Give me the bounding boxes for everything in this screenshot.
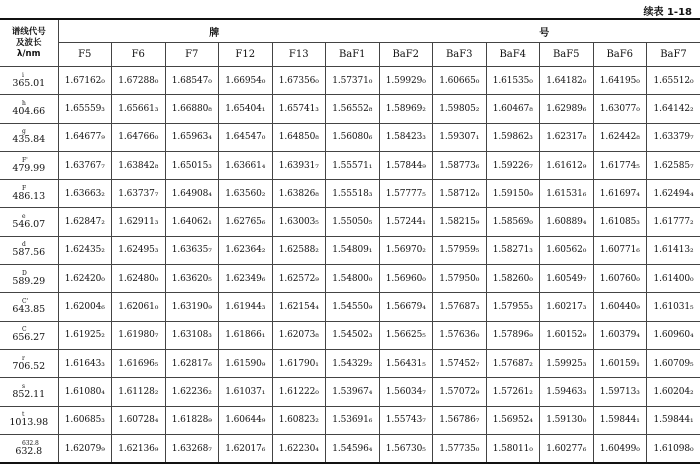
table-caption: 续表 1-18 — [643, 7, 692, 18]
wavelength-value: 589.29 — [12, 275, 46, 287]
spectral-line-symbol: g — [22, 128, 26, 136]
index-cell: 1.62236₂ — [165, 378, 219, 406]
index-cell: 1.60379₄ — [593, 321, 647, 349]
index-cell: 1.64195₀ — [593, 67, 647, 95]
index-cell: 1.57896₉ — [486, 321, 540, 349]
index-cell: 1.59844₁ — [593, 406, 647, 434]
wavelength-cell — [0, 321, 58, 349]
glass-header-f13: F13 — [272, 43, 326, 67]
index-cell: 1.62817₆ — [165, 349, 219, 377]
index-cell: 1.56960₀ — [379, 265, 433, 293]
table-row — [0, 378, 700, 406]
index-cell: 1.61080₄ — [58, 378, 112, 406]
spectral-line-symbol: d — [22, 241, 26, 249]
grade-header-left: 牌 — [209, 27, 220, 39]
index-cell: 1.59805₂ — [433, 95, 487, 123]
wavelength-cell — [0, 67, 58, 95]
index-cell: 1.57959₅ — [433, 236, 487, 264]
wavelength-cell — [0, 434, 58, 463]
table-row — [0, 406, 700, 434]
wavelength-value: 435.84 — [12, 134, 46, 146]
index-cell: 1.66954₀ — [219, 67, 273, 95]
index-cell: 1.57735₀ — [433, 434, 487, 463]
index-cell: 1.62495₃ — [112, 236, 166, 264]
index-cell: 1.58423₃ — [379, 123, 433, 151]
index-cell: 1.57371₀ — [326, 67, 380, 95]
index-cell: 1.53967₄ — [326, 378, 380, 406]
index-cell: 1.56952₄ — [486, 406, 540, 434]
glass-header-baf2: BaF2 — [379, 43, 433, 67]
header-row-glass — [0, 43, 700, 67]
index-cell: 1.60159₁ — [593, 349, 647, 377]
index-cell: 1.62480₀ — [112, 265, 166, 293]
index-cell: 1.63003₅ — [272, 208, 326, 236]
index-cell: 1.62073₈ — [272, 321, 326, 349]
index-cell: 1.59307₁ — [433, 123, 487, 151]
wavelength-cell — [0, 208, 58, 236]
index-cell: 1.62588₂ — [272, 236, 326, 264]
index-cell: 1.62765₆ — [219, 208, 273, 236]
wavelength-cell — [0, 378, 58, 406]
index-cell: 1.63635₇ — [165, 236, 219, 264]
index-cell: 1.62585₇ — [647, 151, 700, 179]
index-cell: 1.63268₇ — [165, 434, 219, 463]
index-cell: 1.61098₀ — [647, 434, 700, 463]
wavelength-value: 587.56 — [12, 247, 46, 259]
index-cell: 1.65512₀ — [647, 67, 700, 95]
index-cell: 1.63077₀ — [593, 95, 647, 123]
index-cell: 1.58271₃ — [486, 236, 540, 264]
index-cell: 1.56679₄ — [379, 293, 433, 321]
index-cell: 1.62420₀ — [58, 265, 112, 293]
index-cell: 1.62989₆ — [540, 95, 594, 123]
index-cell: 1.56034₇ — [379, 378, 433, 406]
index-cell: 1.64850₈ — [272, 123, 326, 151]
wavelength-cell — [0, 95, 58, 123]
grade-header — [58, 19, 700, 43]
wavelength-value: 404.66 — [12, 105, 46, 117]
index-cell: 1.61037₁ — [219, 378, 273, 406]
index-cell: 1.61777₂ — [647, 208, 700, 236]
index-cell: 1.61790₁ — [272, 349, 326, 377]
index-cell: 1.64547₀ — [219, 123, 273, 151]
index-cell: 1.68547₀ — [165, 67, 219, 95]
index-cell: 1.54550₉ — [326, 293, 380, 321]
glass-header-baf7: BaF7 — [647, 43, 700, 67]
index-cell: 1.57244₁ — [379, 208, 433, 236]
index-cell: 1.64182₀ — [540, 67, 594, 95]
index-cell: 1.59463₃ — [540, 378, 594, 406]
spectral-line-symbol: D — [22, 269, 27, 277]
index-cell: 1.62136₉ — [112, 434, 166, 463]
wavelength-header-line-3: λ/nm — [17, 48, 41, 59]
index-cell: 1.62017₆ — [219, 434, 273, 463]
index-cell: 1.61085₃ — [593, 208, 647, 236]
wavelength-value: 365.01 — [12, 77, 46, 89]
index-cell: 1.60889₄ — [540, 208, 594, 236]
index-cell: 1.60665₀ — [433, 67, 487, 95]
index-cell: 1.61535₀ — [486, 67, 540, 95]
index-cell: 1.57844₉ — [379, 151, 433, 179]
index-cell: 1.57955₃ — [486, 293, 540, 321]
index-cell: 1.57261₂ — [486, 378, 540, 406]
index-cell: 1.67162₀ — [58, 67, 112, 95]
wavelength-value: 486.13 — [12, 190, 46, 202]
table-body — [0, 67, 700, 464]
index-cell: 1.59925₃ — [540, 349, 594, 377]
index-cell: 1.67288₀ — [112, 67, 166, 95]
index-cell: 1.65661₃ — [112, 95, 166, 123]
grade-header-right: 号 — [539, 27, 550, 39]
table-row — [0, 180, 700, 208]
index-cell: 1.60644₉ — [219, 406, 273, 434]
index-cell: 1.61031₅ — [647, 293, 700, 321]
index-cell: 1.65559₃ — [58, 95, 112, 123]
header-row-grade — [0, 19, 700, 43]
index-cell: 1.64766₀ — [112, 123, 166, 151]
wavelength-value: 656.27 — [12, 332, 46, 344]
index-cell: 1.62847₂ — [58, 208, 112, 236]
index-cell: 1.56625₅ — [379, 321, 433, 349]
index-cell: 1.62154₄ — [272, 293, 326, 321]
table-row — [0, 293, 700, 321]
spectral-line-symbol: C — [22, 326, 27, 334]
index-cell: 1.54809₁ — [326, 236, 380, 264]
index-cell: 1.60823₂ — [272, 406, 326, 434]
refractive-index-table — [0, 18, 700, 464]
index-cell: 1.56552₈ — [326, 95, 380, 123]
index-cell: 1.65963₄ — [165, 123, 219, 151]
index-cell: 1.61413₂ — [647, 236, 700, 264]
glass-header-baf5: BaF5 — [540, 43, 594, 67]
index-cell: 1.60760₀ — [593, 265, 647, 293]
wavelength-cell — [0, 236, 58, 264]
index-cell: 1.60562₀ — [540, 236, 594, 264]
index-cell: 1.61980₇ — [112, 321, 166, 349]
table-row — [0, 123, 700, 151]
index-cell: 1.54329₂ — [326, 349, 380, 377]
index-cell: 1.65741₃ — [272, 95, 326, 123]
spectral-line-symbol: t — [22, 411, 25, 419]
table-row — [0, 434, 700, 463]
index-cell: 1.57687₂ — [486, 349, 540, 377]
index-cell: 1.60277₆ — [540, 434, 594, 463]
table-row — [0, 265, 700, 293]
index-cell: 1.57072₉ — [433, 378, 487, 406]
index-cell: 1.54502₃ — [326, 321, 380, 349]
index-cell: 1.62317₈ — [540, 123, 594, 151]
index-cell: 1.60467₈ — [486, 95, 540, 123]
index-cell: 1.61944₃ — [219, 293, 273, 321]
wavelength-cell — [0, 123, 58, 151]
index-cell: 1.61643₃ — [58, 349, 112, 377]
index-cell: 1.55571₁ — [326, 151, 380, 179]
index-cell: 1.58260₀ — [486, 265, 540, 293]
index-cell: 1.63379₇ — [647, 123, 700, 151]
wavelength-cell — [0, 406, 58, 434]
index-cell: 1.63190₉ — [165, 293, 219, 321]
index-cell: 1.65015₃ — [165, 151, 219, 179]
index-cell: 1.57636₀ — [433, 321, 487, 349]
index-cell: 1.58011₀ — [486, 434, 540, 463]
spectral-line-symbol: i — [22, 71, 24, 79]
index-cell: 1.59130₀ — [540, 406, 594, 434]
index-cell: 1.63108₃ — [165, 321, 219, 349]
index-cell: 1.63826₈ — [272, 180, 326, 208]
index-cell: 1.56730₅ — [379, 434, 433, 463]
index-cell: 1.61774₅ — [593, 151, 647, 179]
index-cell: 1.58215₉ — [433, 208, 487, 236]
index-cell: 1.56970₂ — [379, 236, 433, 264]
index-cell: 1.58773₆ — [433, 151, 487, 179]
index-cell: 1.54800₀ — [326, 265, 380, 293]
index-cell: 1.63767₇ — [58, 151, 112, 179]
index-cell: 1.57452₇ — [433, 349, 487, 377]
index-cell: 1.56080₆ — [326, 123, 380, 151]
index-cell: 1.62004₆ — [58, 293, 112, 321]
index-cell: 1.63931₇ — [272, 151, 326, 179]
index-cell: 1.67356₀ — [272, 67, 326, 95]
glass-header-f7: F7 — [165, 43, 219, 67]
wavelength-cell — [0, 151, 58, 179]
spectral-line-symbol: e — [22, 213, 26, 221]
index-cell: 1.66880₈ — [165, 95, 219, 123]
index-cell: 1.62572₉ — [272, 265, 326, 293]
index-cell: 1.63842₈ — [112, 151, 166, 179]
index-cell: 1.64908₄ — [165, 180, 219, 208]
wavelength-header — [0, 19, 58, 67]
table-row — [0, 236, 700, 264]
index-cell: 1.56786₇ — [433, 406, 487, 434]
index-cell: 1.63620₅ — [165, 265, 219, 293]
spectral-line-symbol: s — [22, 382, 25, 390]
index-cell: 1.59929₀ — [379, 67, 433, 95]
table-row — [0, 151, 700, 179]
wavelength-header-line-2: 及波长 — [15, 37, 42, 48]
index-cell: 1.62364₂ — [219, 236, 273, 264]
table-row — [0, 95, 700, 123]
index-cell: 1.59862₃ — [486, 123, 540, 151]
index-cell: 1.55518₃ — [326, 180, 380, 208]
index-cell: 1.58569₀ — [486, 208, 540, 236]
index-cell: 1.62230₄ — [272, 434, 326, 463]
index-cell: 1.60549₇ — [540, 265, 594, 293]
spectral-line-symbol: C' — [22, 298, 29, 306]
wavelength-cell — [0, 265, 58, 293]
glass-header-baf6: BaF6 — [593, 43, 647, 67]
index-cell: 1.60217₃ — [540, 293, 594, 321]
wavelength-value: 852.11 — [12, 388, 46, 400]
wavelength-value: 643.85 — [12, 304, 46, 316]
wavelength-cell — [0, 293, 58, 321]
index-cell: 1.56431₅ — [379, 349, 433, 377]
index-cell: 1.60499₀ — [593, 434, 647, 463]
index-cell: 1.60728₄ — [112, 406, 166, 434]
index-cell: 1.61531₆ — [540, 180, 594, 208]
wavelength-value: 1013.98 — [9, 417, 49, 429]
index-cell: 1.58712₀ — [433, 180, 487, 208]
index-cell: 1.61697₄ — [593, 180, 647, 208]
index-cell: 1.61400₀ — [647, 265, 700, 293]
index-cell: 1.60960₄ — [647, 321, 700, 349]
wavelength-header-line-1: 谱线代号 — [11, 26, 46, 37]
glass-header-f5: F5 — [58, 43, 112, 67]
wavelength-value: 706.52 — [12, 360, 46, 372]
index-cell: 1.59844₁ — [647, 406, 700, 434]
table-row — [0, 349, 700, 377]
glass-header-f12: F12 — [219, 43, 273, 67]
index-cell: 1.61612₉ — [540, 151, 594, 179]
spectral-line-symbol: h — [22, 99, 26, 107]
index-cell: 1.60771₆ — [593, 236, 647, 264]
index-cell: 1.62061₀ — [112, 293, 166, 321]
wavelength-value: 632.8 — [15, 445, 43, 457]
index-cell: 1.59226₇ — [486, 151, 540, 179]
wavelength-cell — [0, 349, 58, 377]
wavelength-value: 546.07 — [12, 219, 46, 231]
glass-header-baf4: BaF4 — [486, 43, 540, 67]
wavelength-value: 479.99 — [12, 162, 46, 174]
table-row — [0, 321, 700, 349]
wavelength-cell — [0, 180, 58, 208]
index-cell: 1.64142₂ — [647, 95, 700, 123]
index-cell: 1.59150₉ — [486, 180, 540, 208]
index-cell: 1.61128₂ — [112, 378, 166, 406]
index-cell: 1.55743₇ — [379, 406, 433, 434]
table-row — [0, 67, 700, 95]
index-cell: 1.54596₄ — [326, 434, 380, 463]
index-cell: 1.62435₂ — [58, 236, 112, 264]
index-cell: 1.62911₃ — [112, 208, 166, 236]
index-cell: 1.61925₂ — [58, 321, 112, 349]
index-cell: 1.63661₄ — [219, 151, 273, 179]
index-cell: 1.63737₇ — [112, 180, 166, 208]
index-cell: 1.61590₉ — [219, 349, 273, 377]
index-cell: 1.58969₂ — [379, 95, 433, 123]
glass-header-f6: F6 — [112, 43, 166, 67]
spectral-line-symbol: 632.8 — [22, 439, 39, 447]
index-cell: 1.62349₆ — [219, 265, 273, 293]
index-cell: 1.60440₉ — [593, 293, 647, 321]
index-cell: 1.57687₃ — [433, 293, 487, 321]
index-cell: 1.57950₀ — [433, 265, 487, 293]
index-cell: 1.55050₅ — [326, 208, 380, 236]
index-cell: 1.61222₀ — [272, 378, 326, 406]
index-cell: 1.59713₃ — [593, 378, 647, 406]
index-cell: 1.61828₉ — [165, 406, 219, 434]
table-row — [0, 208, 700, 236]
index-cell: 1.62494₄ — [647, 180, 700, 208]
index-cell: 1.57777₅ — [379, 180, 433, 208]
index-cell: 1.61696₅ — [112, 349, 166, 377]
spectral-line-symbol: F — [22, 184, 27, 192]
index-cell: 1.62079₉ — [58, 434, 112, 463]
index-cell: 1.60685₃ — [58, 406, 112, 434]
index-cell: 1.61866₁ — [219, 321, 273, 349]
index-cell: 1.60709₅ — [647, 349, 700, 377]
index-cell: 1.63560₂ — [219, 180, 273, 208]
index-cell: 1.65404₁ — [219, 95, 273, 123]
index-cell: 1.60152₉ — [540, 321, 594, 349]
index-cell: 1.62442₈ — [593, 123, 647, 151]
index-cell: 1.60204₂ — [647, 378, 700, 406]
index-cell: 1.63663₂ — [58, 180, 112, 208]
glass-header-baf3: BaF3 — [433, 43, 487, 67]
spectral-line-symbol: F' — [22, 156, 28, 164]
glass-header-baf1: BaF1 — [326, 43, 380, 67]
index-cell: 1.64062₁ — [165, 208, 219, 236]
index-cell: 1.64677₉ — [58, 123, 112, 151]
spectral-line-symbol: r — [22, 354, 25, 362]
index-cell: 1.53691₆ — [326, 406, 380, 434]
